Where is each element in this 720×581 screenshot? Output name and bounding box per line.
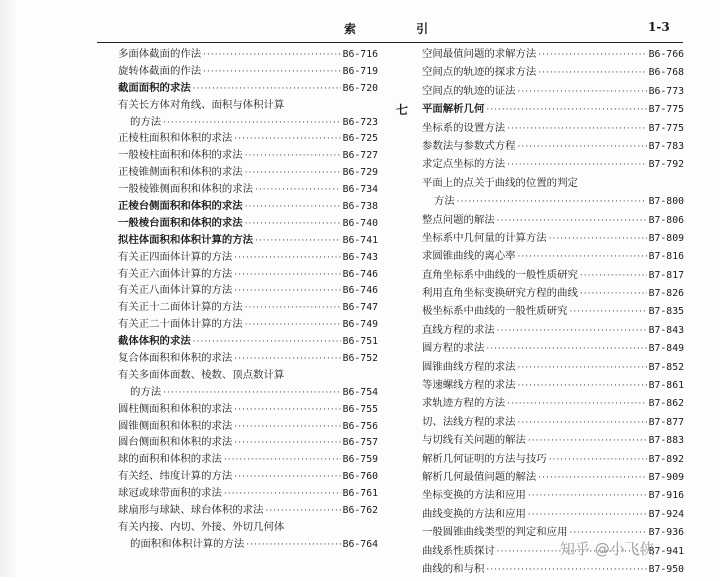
index-entry-ref: B6-751 — [342, 336, 378, 348]
index-entry — [118, 48, 378, 65]
index-entry — [118, 200, 378, 217]
index-entry-ref: B7-862 — [648, 398, 684, 410]
dot-leader — [245, 302, 341, 314]
index-entry-label: 解析几何最值问题的解法 — [422, 470, 537, 483]
index-entry-ref: B6-719 — [342, 65, 378, 77]
index-entry-label: 旋转体截面的作法 — [118, 64, 202, 77]
index-entry-ref: B7-816 — [648, 251, 684, 263]
index-entry — [422, 379, 684, 397]
index-entry-label: 求轨迹方程的方法 — [422, 397, 506, 410]
index-entry-label: 坐标系中几何量的计算方法 — [422, 231, 547, 244]
page-number: 1-3 — [648, 20, 670, 34]
dot-leader — [224, 454, 341, 466]
dot-leader — [507, 159, 646, 171]
index-entry-ref: B7-843 — [648, 324, 684, 336]
dot-leader — [518, 362, 647, 374]
index-entry-label: 球冠或球带面积的求法 — [118, 487, 222, 500]
index-entry — [422, 214, 684, 232]
index-entry-ref: B7-941 — [648, 545, 684, 557]
index-entry-ref: B6-738 — [342, 201, 378, 213]
index-entry-ref: B7-883 — [648, 435, 684, 447]
index-entry — [118, 284, 378, 301]
index-entry-ref: B6-725 — [342, 133, 378, 145]
index-entry — [422, 122, 684, 140]
dot-leader — [580, 270, 647, 282]
index-entry-label: 直角坐标系中曲线的一般性质研究 — [422, 268, 578, 281]
dot-leader — [245, 319, 341, 331]
index-entry-label: 拟柱体面积和体积计算的方法 — [118, 233, 254, 246]
dot-leader — [528, 509, 647, 521]
index-entry-label: 有关经、纬度计算的方法 — [118, 470, 233, 483]
dot-leader — [507, 398, 646, 410]
index-entry-label: 平面解析几何 — [422, 103, 485, 116]
page-header-title: 索 引 — [344, 22, 457, 36]
index-entry — [422, 453, 684, 471]
index-entry — [422, 140, 684, 158]
dot-leader — [538, 67, 646, 79]
index-entry-ref: B7-783 — [648, 140, 684, 152]
watermark: 知乎 @小飞侠 — [560, 540, 655, 558]
dot-leader — [528, 435, 647, 447]
dot-leader — [497, 215, 647, 227]
index-entry-ref: B6-723 — [342, 116, 378, 128]
index-entry-ref: B6-762 — [342, 505, 378, 517]
index-entry-ref: B6-716 — [342, 49, 378, 60]
dot-leader — [569, 306, 646, 318]
index-entry — [422, 563, 684, 581]
index-entry-ref: B6-761 — [342, 488, 378, 500]
index-entry-label: 坐标变换的方法和应用 — [422, 489, 526, 502]
index-entry — [118, 251, 378, 268]
index-entry-label: 空间点的轨迹的证法 — [422, 84, 516, 97]
index-entry-label: 等速螺线方程的求法 — [422, 379, 516, 392]
index-entry — [422, 195, 684, 213]
dot-leader — [234, 285, 340, 297]
dot-leader — [538, 472, 646, 484]
index-entry-label: 正棱锥侧面积和体积的求法 — [118, 166, 243, 179]
index-entry-ref: B6-760 — [342, 471, 378, 483]
index-entry — [422, 361, 684, 379]
index-entry — [118, 538, 378, 555]
index-entry — [118, 470, 378, 487]
index-entry — [118, 386, 378, 403]
dot-leader — [203, 66, 340, 78]
index-entry — [422, 471, 684, 489]
index-entry-ref: B6-756 — [342, 420, 378, 432]
index-entry-label: 求定点坐标的方法 — [422, 158, 506, 171]
dot-leader — [528, 490, 647, 502]
dot-leader — [163, 117, 340, 129]
index-entry-label: 坐标系的设置方法 — [422, 121, 506, 134]
index-entry — [422, 177, 684, 195]
index-entry-ref: B7-817 — [648, 269, 684, 281]
dot-leader — [518, 251, 647, 263]
dot-leader — [580, 288, 647, 300]
index-entry-ref: B6-757 — [342, 437, 378, 449]
index-entry — [422, 103, 684, 121]
index-entry-ref: B7-800 — [648, 196, 684, 208]
index-entry-label: 截面面积的求法 — [118, 81, 191, 94]
index-entry-ref: B6-741 — [342, 234, 378, 246]
index-entry-ref: B7-877 — [648, 416, 684, 428]
index-entry — [118, 234, 378, 251]
dot-leader — [234, 404, 340, 416]
index-entry — [118, 369, 378, 386]
index-entry-ref: B6-720 — [342, 82, 378, 94]
index-entry-ref: B6-743 — [342, 251, 378, 263]
index-entry-ref: B7-826 — [648, 288, 684, 300]
index-entry-label: 截体体积的求法 — [118, 335, 191, 348]
index-entry — [118, 335, 378, 352]
index-entry — [118, 521, 378, 538]
index-entry-ref: B7-792 — [648, 159, 684, 171]
index-entry-label: 一般棱锥侧面积和体积的求法 — [118, 183, 254, 196]
index-entry-ref: B7-775 — [648, 104, 684, 116]
index-column-left — [118, 48, 378, 555]
index-entry-label: 圆方程的求法 — [422, 342, 485, 355]
index-entry-label: 圆台侧面积和体积的求法 — [118, 436, 233, 449]
index-entry-label: 参数法与参数式方程 — [422, 139, 516, 152]
index-entry — [422, 287, 684, 305]
index-entry-ref: B7-936 — [648, 527, 684, 539]
dot-leader — [193, 336, 341, 348]
index-entry — [118, 99, 378, 116]
index-entry-ref: B6-755 — [342, 403, 378, 415]
index-entry-ref: B6-764 — [342, 538, 378, 550]
dot-leader — [518, 380, 647, 392]
dot-leader — [518, 86, 647, 98]
chapter-mark: 七 — [396, 103, 409, 117]
index-entry — [422, 48, 684, 66]
index-entry — [118, 217, 378, 234]
dot-leader — [234, 269, 340, 281]
index-entry — [422, 342, 684, 360]
index-entry-label: 平面上的点关于曲线的位置的判定 — [422, 176, 578, 189]
dot-leader — [234, 437, 340, 449]
dot-leader — [486, 343, 646, 355]
index-entry-ref: B6-754 — [342, 386, 378, 398]
index-entry — [422, 305, 684, 323]
index-entry-label: 球的面积和体积的求法 — [118, 453, 222, 466]
dot-leader — [234, 471, 340, 483]
index-entry-label: 复合体面积和体积的求法 — [118, 352, 233, 365]
index-entry-ref: B6-747 — [342, 302, 378, 314]
dot-leader — [457, 196, 647, 208]
index-entry — [118, 403, 378, 420]
header-rule — [97, 42, 683, 43]
dot-leader — [234, 133, 340, 145]
index-entry — [118, 504, 378, 521]
index-entry — [422, 434, 684, 452]
index-entry-ref: B7-852 — [648, 361, 684, 373]
dot-leader — [549, 233, 647, 245]
dot-leader — [234, 353, 340, 365]
index-entry-ref: B6-734 — [342, 184, 378, 196]
index-entry — [422, 489, 684, 507]
index-entry-ref: B7-892 — [648, 453, 684, 465]
index-entry — [118, 166, 378, 183]
index-entry-label: 圆锥曲线方程的求法 — [422, 360, 516, 373]
index-entry-ref: B7-861 — [648, 380, 684, 392]
index-entry-ref: B6-727 — [342, 150, 378, 162]
dot-leader — [245, 167, 341, 179]
index-entry-label: 有关正四面体计算的方法 — [118, 250, 233, 263]
index-entry-label: 的面积和体积计算的方法 — [130, 537, 245, 550]
index-entry-label: 利用直角坐标变换研究方程的曲线 — [422, 287, 578, 300]
index-entry-label: 极坐标系中曲线的一般性质研究 — [422, 305, 568, 318]
dot-leader — [245, 218, 341, 230]
index-entry-label: 的方法 — [130, 385, 162, 398]
index-entry-ref: B6-752 — [342, 353, 378, 365]
dot-leader — [486, 104, 646, 116]
index-entry — [422, 85, 684, 103]
index-entry-ref: B6-746 — [342, 285, 378, 297]
index-entry — [118, 183, 378, 200]
index-entry — [422, 269, 684, 287]
index-entry-label: 有关正六面体计算的方法 — [118, 267, 233, 280]
index-entry-label: 空间点的轨迹的探求方法 — [422, 66, 537, 79]
index-entry-label: 圆柱侧面积和体积的求法 — [118, 402, 233, 415]
index-entry — [118, 301, 378, 318]
index-entry-ref: B7-806 — [648, 214, 684, 226]
index-entry-label: 整点问题的解法 — [422, 213, 495, 226]
index-entry-ref: B6-766 — [648, 49, 684, 60]
index-entry-label: 一般圆锥曲线类型的判定和应用 — [422, 526, 568, 539]
index-entry — [118, 453, 378, 470]
index-entry-label: 曲线系性质探讨 — [422, 544, 495, 557]
index-entry-label: 有关正十二面体计算的方法 — [118, 301, 243, 314]
index-entry — [118, 318, 378, 335]
index-entry-ref: B7-849 — [648, 343, 684, 355]
index-entry — [118, 132, 378, 149]
index-entry-ref: B7-909 — [648, 471, 684, 483]
index-entry-label: 切、法线方程的求法 — [422, 415, 516, 428]
index-entry-label: 一般棱台面积和体积的求法 — [118, 216, 243, 229]
index-entry — [422, 232, 684, 250]
index-entry-label: 求圆锥曲线的离心率 — [422, 250, 516, 263]
index-entry-label: 空间最值问题的求解方法 — [422, 48, 537, 60]
index-entry — [422, 66, 684, 84]
index-entry-label: 有关正八面体计算的方法 — [118, 284, 233, 297]
dot-leader — [203, 49, 340, 61]
index-entry — [118, 436, 378, 453]
index-entry-label: 与切线有关问题的解法 — [422, 434, 526, 447]
index-entry-ref: B6-759 — [342, 454, 378, 466]
dot-leader — [193, 83, 341, 95]
index-entry-ref: B6-740 — [342, 217, 378, 229]
index-entry-ref: B6-729 — [342, 167, 378, 179]
index-entry-ref: B7-835 — [648, 306, 684, 318]
index-entry — [422, 158, 684, 176]
dot-leader — [507, 123, 646, 135]
index-entry — [118, 116, 378, 133]
index-entry — [422, 250, 684, 268]
index-entry-label: 解析几何证明的方法与技巧 — [422, 452, 547, 465]
index-entry-label: 多面体截面的作法 — [118, 48, 202, 60]
dot-leader — [255, 184, 341, 196]
dot-leader — [234, 252, 340, 264]
index-entry-label: 正棱台侧面积和体积的求法 — [118, 200, 243, 213]
index-entry — [118, 65, 378, 82]
dot-leader — [245, 150, 341, 162]
index-entry-label: 曲线变换的方法和应用 — [422, 507, 526, 520]
dot-leader — [518, 417, 647, 429]
index-entry-ref: B7-916 — [648, 490, 684, 502]
index-entry — [118, 268, 378, 285]
dot-leader — [538, 49, 646, 61]
index-entry — [118, 487, 378, 504]
index-entry-label: 正棱柱面积和体积的求法 — [118, 132, 233, 145]
dot-leader — [265, 505, 340, 517]
dot-leader — [245, 201, 341, 213]
index-entry — [422, 416, 684, 434]
index-entry-label: 有关正二十面体计算的方法 — [118, 318, 243, 331]
dot-leader — [246, 539, 340, 551]
dot-leader — [486, 564, 646, 576]
index-entry — [118, 149, 378, 166]
dot-leader — [549, 454, 647, 466]
index-entry-ref: B6-749 — [342, 319, 378, 331]
dot-leader — [497, 325, 647, 337]
index-entry — [118, 82, 378, 99]
index-entry-label: 方法 — [434, 195, 455, 208]
index-entry-label: 有关长方体对角线、面积与体积计算 — [118, 98, 285, 111]
index-entry-label: 圆锥侧面积和体积的求法 — [118, 419, 233, 432]
index-entry-ref: B7-775 — [648, 122, 684, 134]
index-entry-label: 直线方程的求法 — [422, 323, 495, 336]
dot-leader — [518, 141, 647, 153]
index-column-right — [422, 48, 684, 581]
index-entry-label: 一般棱柱面积和体积的求法 — [118, 149, 243, 162]
index-entry-label: 球扇形与球缺、球台体积的求法 — [118, 504, 264, 517]
index-entry-label: 有关多面体面数、棱数、顶点数计算 — [118, 368, 285, 381]
dot-leader — [255, 235, 341, 247]
index-entry-label: 有关内接、内切、外接、外切几何体 — [118, 520, 285, 533]
index-entry-ref: B7-924 — [648, 508, 684, 520]
dot-leader — [224, 488, 341, 500]
index-entry-ref: B7-809 — [648, 232, 684, 244]
index-entry-ref: B6-768 — [648, 67, 684, 79]
index-entry-ref: B7-950 — [648, 563, 684, 575]
index-entry-ref: B6-746 — [342, 268, 378, 280]
index-entry — [118, 420, 378, 437]
index-entry — [422, 508, 684, 526]
dot-leader — [234, 421, 340, 433]
dot-leader — [163, 387, 340, 399]
book-spine-shadow — [0, 0, 16, 577]
index-entry-ref: B6-773 — [648, 85, 684, 97]
index-entry — [422, 324, 684, 342]
index-entry-label: 曲线的和与积 — [422, 562, 485, 575]
index-entry — [118, 352, 378, 369]
index-entry-label: 的方法 — [130, 115, 162, 128]
index-entry — [422, 397, 684, 415]
